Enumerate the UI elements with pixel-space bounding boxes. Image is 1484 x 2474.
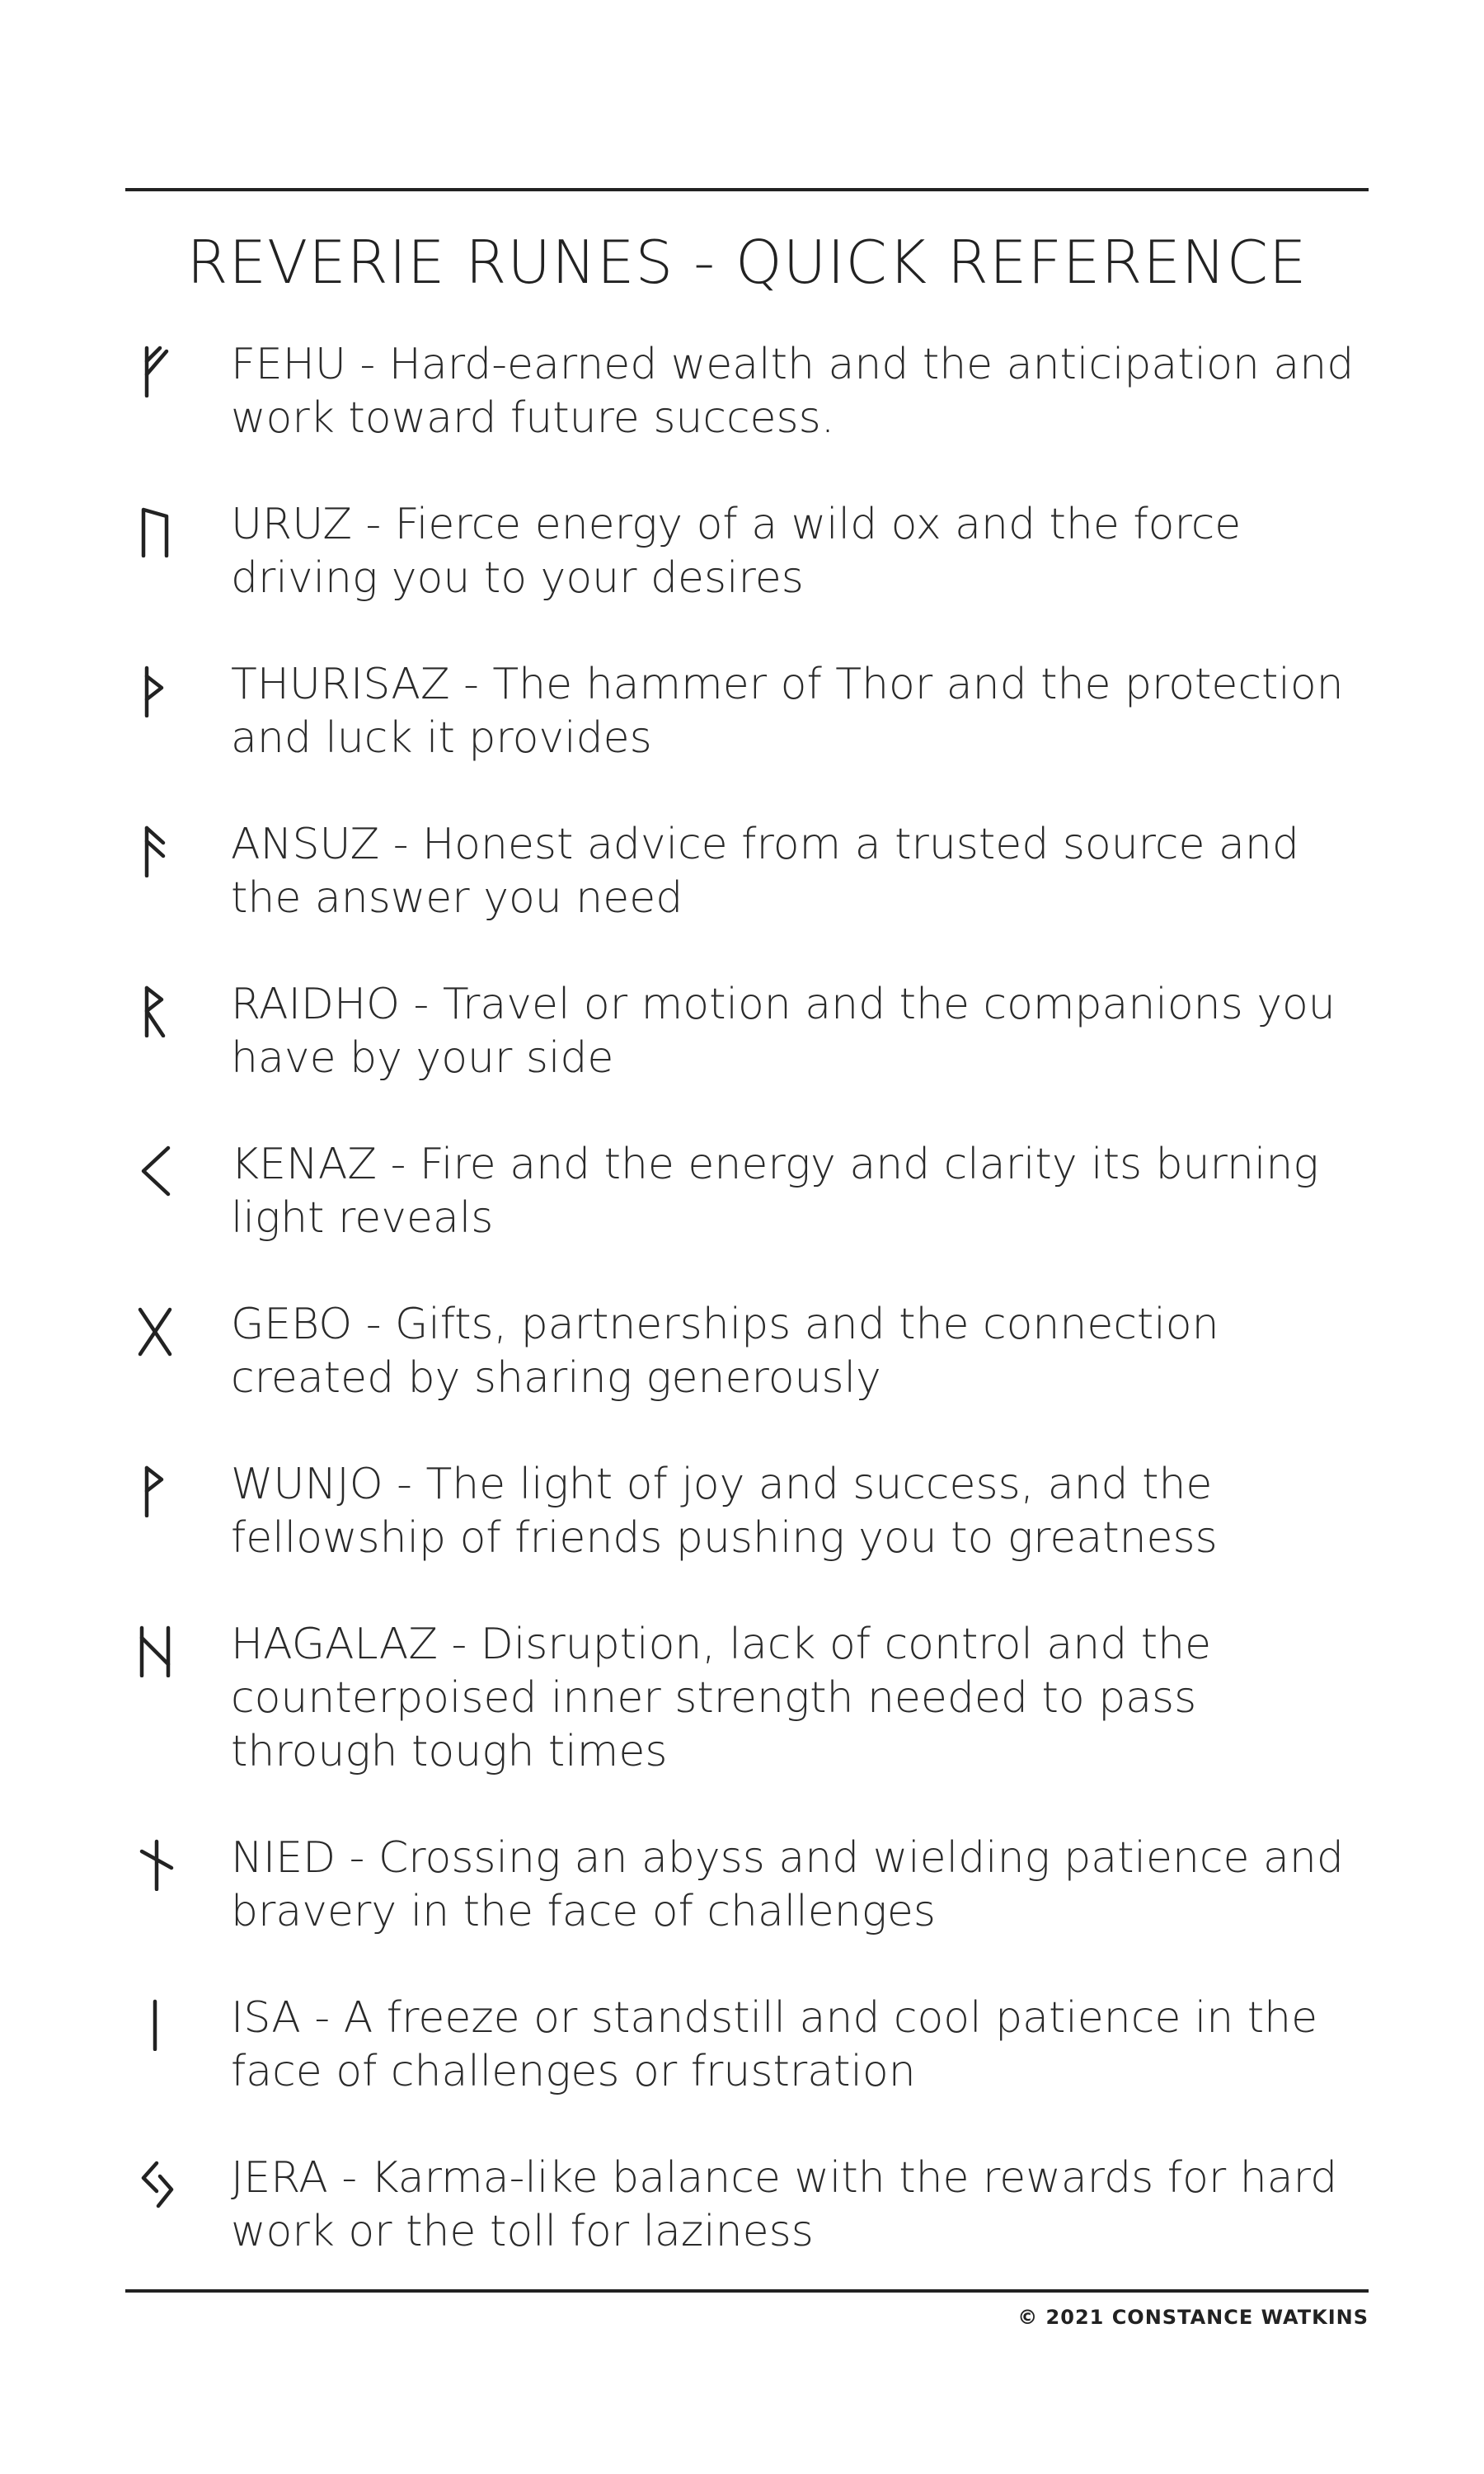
- rune-item-nied: [125, 1832, 1369, 1939]
- rune-description: GEBO - Gifts, partnerships and the connection created by sharing generously: [231, 1300, 1219, 1403]
- kenaz-rune-icon: [135, 1145, 181, 1197]
- rune-description: ANSUZ - Honest advice from a trusted source and the answer you need: [231, 820, 1299, 923]
- rune-item-jera: [125, 2152, 1369, 2259]
- jera-rune-icon: [135, 2158, 181, 2211]
- rune-item-fehu: [125, 338, 1369, 445]
- hagalaz-rune-icon: [135, 1625, 181, 1677]
- ansuz-rune-icon: [135, 825, 181, 877]
- nied-rune-icon: [135, 1838, 181, 1891]
- rune-description: JERA - Karma-like balance with the rewards for hard work or the toll for laziness: [231, 2153, 1338, 2256]
- copyright-notice: © 2021 CONSTANCE WATKINS: [1017, 2306, 1369, 2329]
- rune-item-raidho: [125, 978, 1369, 1085]
- rune-description: THURISAZ - The hammer of Thor and the protection and luck it provides: [231, 660, 1344, 763]
- isa-rune-icon: [135, 1998, 181, 2051]
- rune-description: HAGALAZ - Disruption, lack of control and the counterpoised inner strength needed to pass through tough times: [231, 1620, 1212, 1776]
- wunjo-rune-icon: [135, 1465, 181, 1517]
- rune-item-ansuz: [125, 818, 1369, 925]
- raidho-rune-icon: [135, 985, 181, 1037]
- top-divider: [125, 188, 1369, 191]
- rune-item-kenaz: [125, 1138, 1369, 1245]
- rune-list: [125, 338, 1369, 2312]
- rune-description: FEHU - Hard-earned wealth and the anticipation and work toward future success.: [231, 340, 1355, 443]
- bottom-divider: [125, 2289, 1369, 2293]
- rune-description: RAIDHO - Travel or motion and the companions you have by your side: [231, 980, 1336, 1083]
- rune-item-gebo: [125, 1298, 1369, 1405]
- rune-item-uruz: [125, 498, 1369, 605]
- rune-description: URUZ - Fierce energy of a wild ox and the force driving you to your desires: [231, 500, 1242, 603]
- rune-description: ISA - A freeze or standstill and cool patience in the face of challenges or frustration: [231, 1993, 1318, 2096]
- page-title: REVERIE RUNES - QUICK REFERENCE: [186, 228, 1308, 297]
- thurisaz-rune-icon: [135, 665, 181, 717]
- rune-item-hagalaz: [125, 1618, 1369, 1779]
- rune-item-wunjo: [125, 1458, 1369, 1565]
- rune-item-thurisaz: [125, 658, 1369, 765]
- rune-description: NIED - Crossing an abyss and wielding patience and bravery in the face of challenges: [231, 1833, 1344, 1936]
- rune-description: KENAZ - Fire and the energy and clarity its burning light reveals: [231, 1140, 1319, 1243]
- gebo-rune-icon: [135, 1305, 181, 1357]
- rune-description: WUNJO - The light of joy and success, and the fellowship of friends pushing you to greatness: [231, 1460, 1218, 1563]
- uruz-rune-icon: [135, 505, 181, 557]
- rune-item-isa: [125, 1992, 1369, 2099]
- fehu-rune-icon: [135, 345, 181, 397]
